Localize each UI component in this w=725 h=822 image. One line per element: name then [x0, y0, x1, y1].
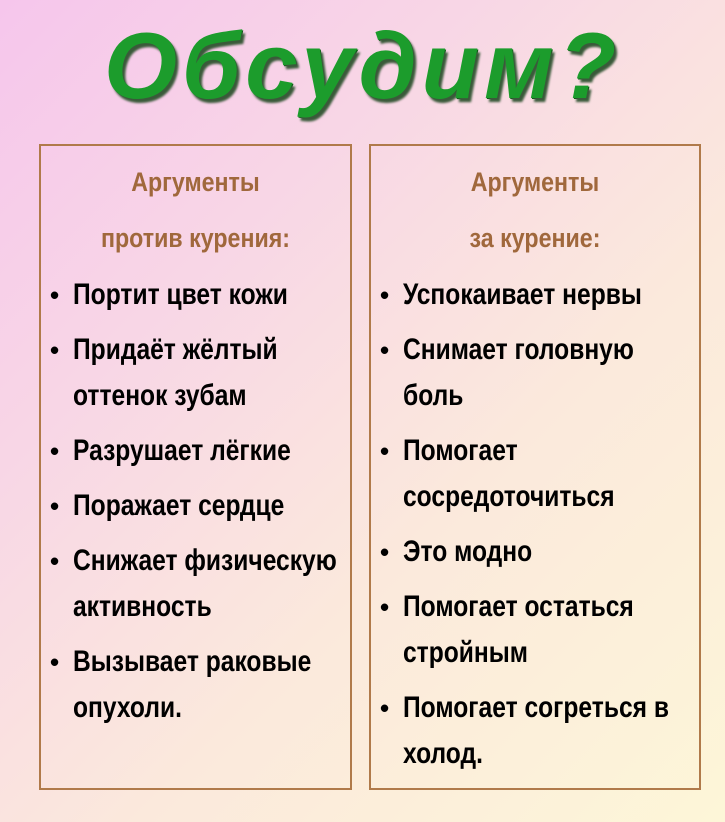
- list-item-text: Придаёт жёлтый оттенок зубам: [73, 333, 278, 412]
- bullet-icon: •: [50, 647, 60, 677]
- arguments-for-column: [369, 144, 701, 790]
- list-item-text: Помогает согреться в холод.: [403, 691, 669, 770]
- column-header-for: [394, 154, 676, 266]
- arguments-list: [41, 272, 350, 731]
- list-item: [371, 272, 699, 318]
- list-item-text: Это модно: [403, 535, 533, 568]
- list-item-text: Помогает сосредоточиться: [403, 434, 615, 513]
- list-item: [371, 327, 699, 419]
- bullet-icon: •: [50, 546, 60, 576]
- list-item: [41, 639, 350, 731]
- bullet-icon: •: [50, 280, 60, 310]
- bullet-icon: •: [380, 280, 390, 310]
- list-item: [41, 483, 350, 529]
- list-item-text: Вызывает раковые опухоли.: [73, 645, 312, 724]
- list-item-text: Снимает головную боль: [403, 333, 634, 412]
- bullet-icon: •: [380, 592, 390, 622]
- column-header-line: Аргументы: [131, 167, 260, 197]
- list-item-text: Помогает остаться стройным: [403, 590, 634, 669]
- bullet-icon: •: [50, 491, 60, 521]
- column-header-line: против курения:: [100, 223, 291, 253]
- list-item: [41, 327, 350, 419]
- column-header-line: за курение:: [469, 223, 601, 253]
- bullet-icon: •: [50, 436, 60, 466]
- arguments-against-column: [39, 144, 352, 790]
- bullet-icon: •: [380, 693, 390, 723]
- list-item: [41, 428, 350, 474]
- bullet-icon: •: [380, 537, 390, 567]
- column-header-line: Аргументы: [470, 167, 600, 197]
- column-header-against: [63, 154, 329, 266]
- list-item-text: Успокаивает нервы: [403, 278, 642, 311]
- list-item: [371, 584, 699, 676]
- arguments-list: [371, 272, 699, 777]
- bullet-icon: •: [380, 335, 390, 365]
- bullet-icon: •: [380, 436, 390, 466]
- list-item: [371, 529, 699, 575]
- list-item: [41, 538, 350, 630]
- list-item-text: Поражает сердце: [73, 489, 285, 522]
- slide-title: Обсудим?: [103, 13, 622, 118]
- list-item: [371, 685, 699, 777]
- list-item: [371, 428, 699, 520]
- list-item: [41, 272, 350, 318]
- list-item-text: Портит цвет кожи: [73, 278, 288, 311]
- list-item-text: Разрушает лёгкие: [73, 434, 291, 467]
- bullet-icon: •: [50, 335, 60, 365]
- list-item-text: Снижает физическую активность: [73, 544, 337, 623]
